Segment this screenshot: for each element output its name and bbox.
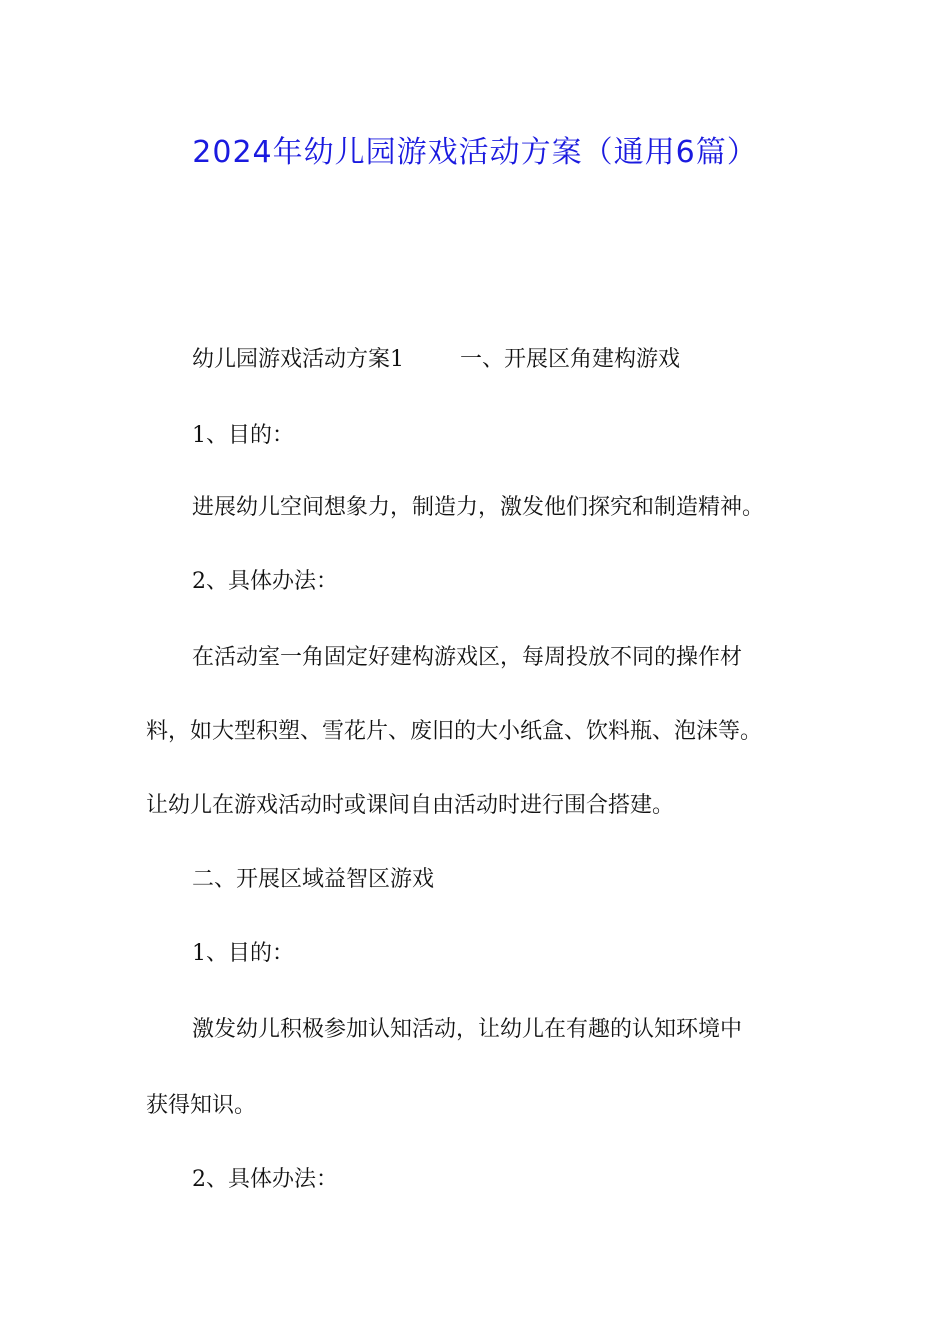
paragraph-line: 让幼儿在游戏活动时或课间自由活动时进行围合搭建。	[146, 793, 675, 818]
section-heading-line	[192, 342, 680, 378]
subheading-purpose: 1、目的：	[192, 423, 294, 448]
subheading-purpose: 1、目的：	[192, 941, 294, 966]
subheading-method: 2、具体办法：	[192, 1167, 338, 1192]
paragraph-line: 获得知识。	[146, 1093, 257, 1118]
subheading-method: 2、具体办法：	[192, 569, 338, 594]
plan-title: 幼儿园游戏活动方案1	[192, 347, 404, 372]
paragraph-line: 激发幼儿积极参加认知活动，让幼儿在有趣的认知环境中	[192, 1017, 743, 1042]
paragraph-line: 进展幼儿空间想象力，制造力，激发他们探究和制造精神。	[192, 495, 765, 520]
section-heading: 一、开展区角建构游戏	[460, 347, 681, 372]
paragraph-line: 在活动室一角固定好建构游戏区，每周投放不同的操作材	[192, 645, 743, 670]
section-heading: 二、开展区域益智区游戏	[192, 867, 435, 892]
document-title: 2024年幼儿园游戏活动方案（通用6篇）	[192, 135, 758, 170]
paragraph-line: 料，如大型积塑、雪花片、废旧的大小纸盒、饮料瓶、泡沫等。	[146, 719, 763, 744]
